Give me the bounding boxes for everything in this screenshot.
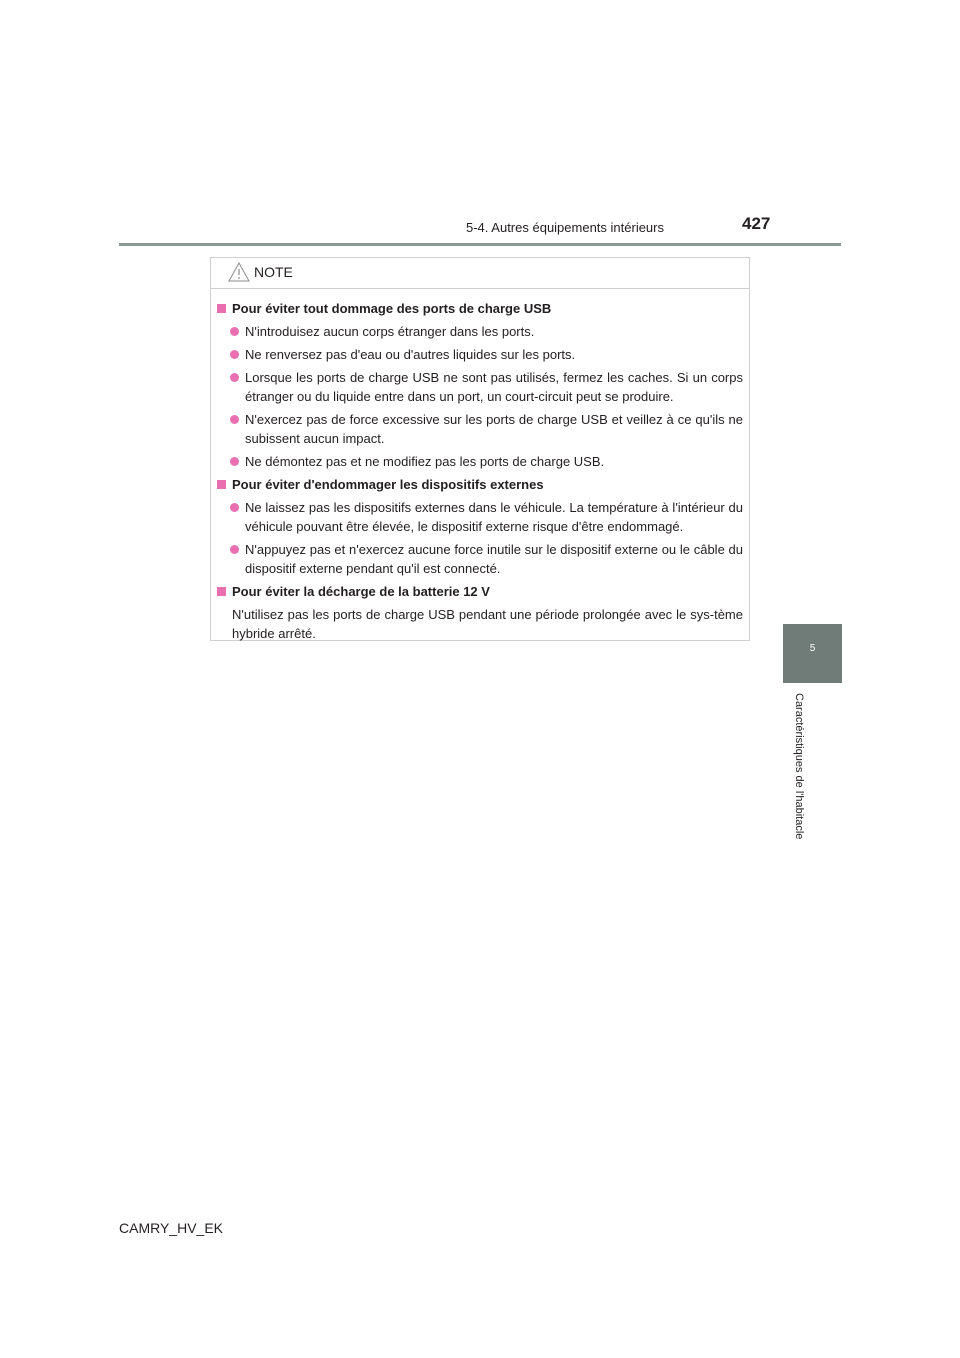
list-item-text: Ne laissez pas les dispositifs externes dans le véhicule. La température à l'intérieur du véhicule pouvant être élevée, le dispositif externe risque d'être endommagé. (245, 500, 743, 534)
list-item (230, 410, 743, 448)
list-item (230, 498, 743, 536)
square-bullet-icon (217, 304, 226, 313)
section-title (217, 299, 743, 318)
square-bullet-icon (217, 480, 226, 489)
note-label: NOTE (254, 264, 293, 280)
list-item-text: N'appuyez pas et n'exercez aucune force inutile sur le dispositif externe ou le câble du dispositif externe pendant qu'il est connecté. (245, 542, 743, 576)
section-title (217, 475, 743, 494)
note-section (217, 582, 743, 643)
page-number: 427 (742, 214, 771, 233)
circle-bullet-icon (230, 457, 239, 466)
section-header: 5-4. Autres équipements intérieurs (466, 220, 664, 235)
circle-bullet-icon (230, 415, 239, 424)
section-title-text: Pour éviter tout dommage des ports de charge USB (232, 301, 552, 316)
section-title-text: Pour éviter d'endommager les dispositifs externes (232, 477, 544, 492)
note-body (211, 289, 749, 643)
circle-bullet-icon (230, 503, 239, 512)
circle-bullet-icon (230, 545, 239, 554)
list-item (230, 452, 743, 471)
header-divider (119, 243, 841, 246)
circle-bullet-icon (230, 327, 239, 336)
section-paragraph: N'utilisez pas les ports de charge USB pendant une période prolongée avec le sys-tème hybride arrêté. (232, 607, 743, 641)
section-title (217, 582, 743, 601)
square-bullet-icon (217, 587, 226, 596)
list-item-text: Ne renversez pas d'eau ou d'autres liquides sur les ports. (245, 347, 576, 362)
note-section (217, 475, 743, 578)
note-box (210, 257, 750, 641)
list-item (230, 368, 743, 406)
list-item-text: N'exercez pas de force excessive sur les ports de charge USB et veillez à ce qu'ils ne subissent aucun impact. (245, 412, 743, 446)
section-title-text: Pour éviter la décharge de la batterie 12 V (232, 584, 490, 599)
list-item (230, 345, 743, 364)
warning-icon (228, 262, 250, 282)
list-item-text: Ne démontez pas et ne modifiez pas les ports de charge USB. (245, 454, 605, 469)
list-item (230, 540, 743, 578)
note-section (217, 299, 743, 471)
chapter-title: Caractéristiques de l'habitacle (793, 693, 805, 840)
list-item-text: Lorsque les ports de charge USB ne sont pas utilisés, fermez les caches. Si un corps étranger ou du liquide entre dans un port, un court-circuit peut se produire. (245, 370, 743, 404)
circle-bullet-icon (230, 373, 239, 382)
list-item (230, 322, 743, 341)
chapter-number: 5 (809, 643, 816, 654)
circle-bullet-icon (230, 350, 239, 359)
note-header (211, 258, 749, 289)
list-item-text: N'introduisez aucun corps étranger dans les ports. (245, 324, 535, 339)
model-code: CAMRY_HV_EK (119, 1220, 224, 1236)
